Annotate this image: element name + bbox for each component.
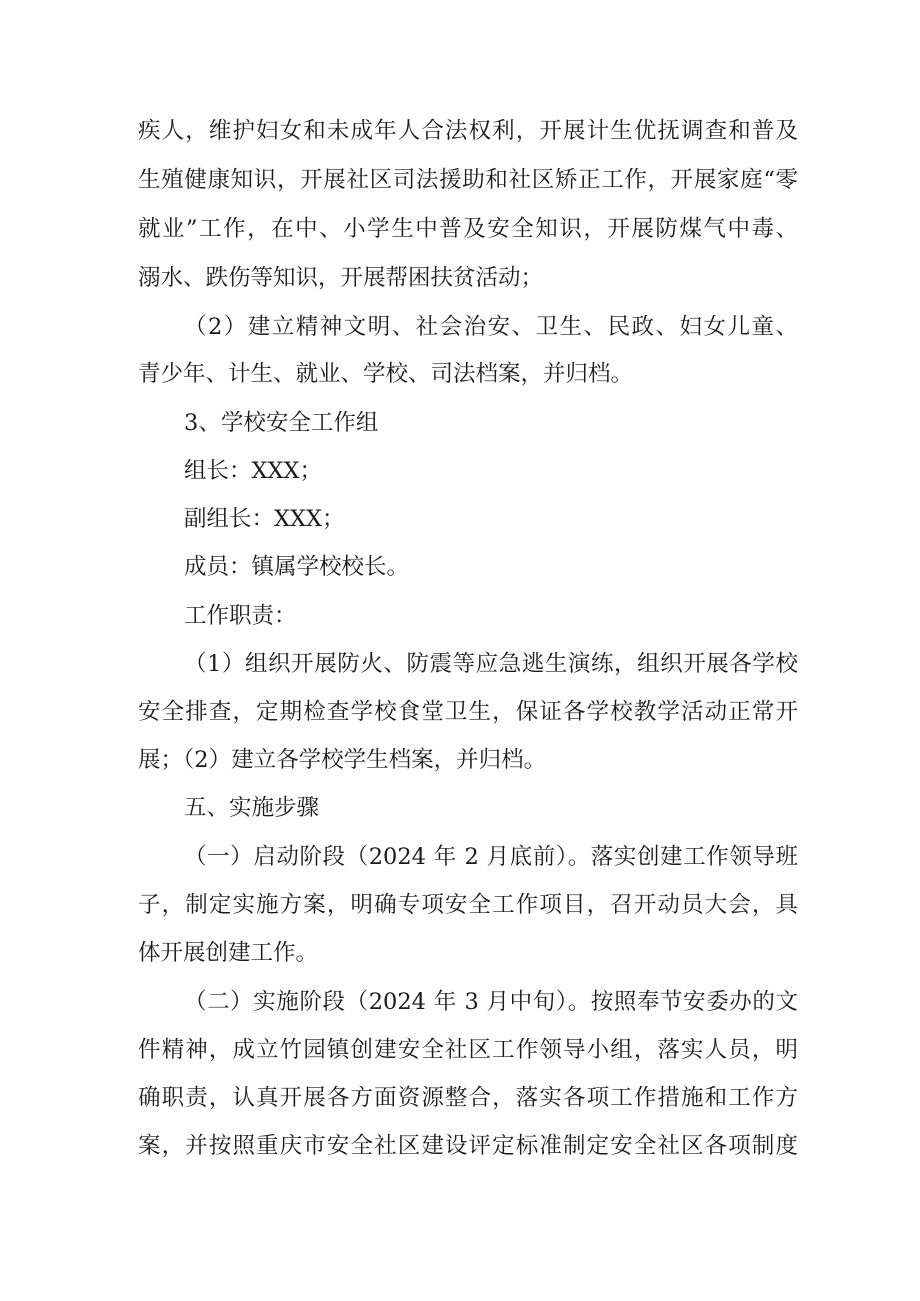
deputy-leader: 副组长：XXX；	[184, 506, 345, 532]
duties-heading: 工作职责：	[184, 603, 297, 629]
section-heading: 3、学校安全工作组	[184, 410, 379, 436]
paragraph-line: 体开展创建工作。	[138, 940, 319, 966]
paragraph-line: 就业”工作，在中、小学生中普及安全知识，开展防煤气中毒、	[138, 216, 798, 242]
paragraph-line: 展；（2）建立各学校学生档案，并归档。	[138, 747, 547, 773]
paragraph-line: （2）建立精神文明、社会治安、卫生、民政、妇女儿童、	[184, 314, 798, 340]
paragraph-line: 溺水、跌伤等知识，开展帮困扶贫活动；	[138, 265, 544, 291]
group-leader: 组长：XXX；	[184, 458, 323, 484]
members: 成员：镇属学校校长。	[184, 554, 410, 580]
paragraph-line: 生殖健康知识，开展社区司法援助和社区矫正工作，开展家庭“零	[138, 167, 798, 193]
paragraph-line: 确职责，认真开展各方面资源整合，落实各项工作措施和工作方	[138, 1085, 798, 1111]
paragraph-line: 青少年、计生、就业、学校、司法档案，并归档。	[138, 361, 634, 387]
section-heading: 五、实施步骤	[184, 795, 320, 821]
paragraph-line: （二）实施阶段（2024 年 3 月中旬）。按照奉节安委办的文	[184, 989, 798, 1015]
paragraph-line: 件精神，成立竹园镇创建安全社区工作领导小组，落实人员，明	[138, 1037, 798, 1063]
paragraph-line: 案，并按照重庆市安全社区建设评定标准制定安全社区各项制度	[138, 1133, 798, 1159]
paragraph-line: 安全排查，定期检查学校食堂卫生，保证各学校教学活动正常开	[138, 699, 798, 725]
paragraph-line: 子，制定实施方案，明确专项安全工作项目，召开动员大会，具	[138, 892, 798, 918]
paragraph-line: （一）启动阶段（2024 年 2 月底前）。落实创建工作领导班	[184, 844, 798, 870]
paragraph-line: （1）组织开展防火、防震等应急逃生演练，组织开展各学校	[184, 651, 798, 677]
paragraph-line: 疾人，维护妇女和未成年人合法权利，开展计生优抚调查和普及	[138, 118, 798, 144]
